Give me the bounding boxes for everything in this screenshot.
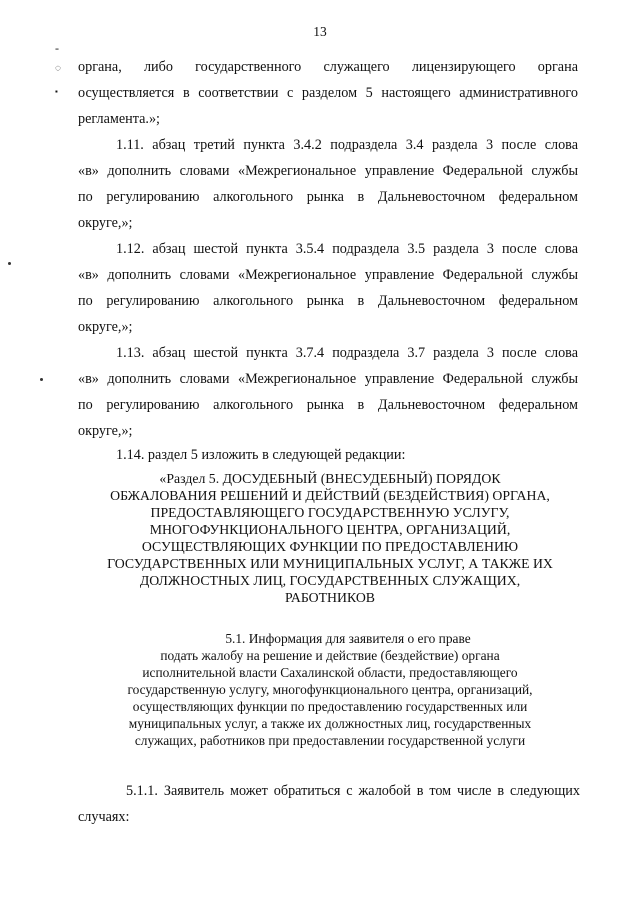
page-number: 13 [313, 24, 327, 39]
subsection-heading-line: осуществляющих функции по предоставлению государственных или [132, 699, 528, 714]
section-heading-line: «Раздел 5. ДОСУДЕБНЫЙ (ВНЕСУДЕБНЫЙ) ПОРЯДОК [159, 471, 501, 486]
section-heading-line: ГОСУДАРСТВЕННЫХ ИЛИ МУНИЦИПАЛЬНЫХ УСЛУГ, А ТАКЖЕ ИХ [107, 556, 553, 571]
section-heading-line: ОБЖАЛОВАНИЯ РЕШЕНИЙ И ДЕЙСТВИЙ (БЕЗДЕЙСТВИЯ) ОРГАНА, [110, 488, 550, 503]
subsection-heading-line: подать жалобу на решение и действие (бездействие) органа [160, 648, 500, 663]
body-text-line: 5.1.1. Заявитель может обратиться с жалобой в том числе в следующих [126, 783, 580, 799]
body-text-line: 1.13. абзац шестой пункта 3.7.4 подраздела 3.7 раздела 3 после слова [116, 345, 578, 361]
body-text-line: по регулированию алкогольного рынка в Дальневосточном федеральном [78, 293, 578, 309]
subsection-heading-line: муниципальных услуг, а также их должностных лиц, государственных [128, 716, 532, 731]
section-heading-line: ПРЕДОСТАВЛЯЮЩЕГО ГОСУДАРСТВЕННУЮ УСЛУГУ, [150, 505, 510, 520]
body-text-line: регламента.»; [78, 111, 160, 127]
section-heading-line: ОСУЩЕСТВЛЯЮЩИХ ФУНКЦИИ ПО ПРЕДОСТАВЛЕНИЮ [141, 539, 519, 554]
section-heading-line: ДОЛЖНОСТНЫХ ЛИЦ, ГОСУДАРСТВЕННЫХ СЛУЖАЩИХ, [139, 573, 521, 588]
subsection-heading-line: служащих, работников при предоставлении государственной услуги [134, 733, 526, 748]
margin-scribble-mark: ◌ [55, 63, 61, 74]
scan-speck [8, 262, 11, 265]
body-text-line: округе,»; [78, 215, 133, 231]
body-text-line: округе,»; [78, 319, 133, 335]
margin-square-mark: ▪ [55, 87, 58, 96]
section-heading-line: МНОГОФУНКЦИОНАЛЬНОГО ЦЕНТРА, ОРГАНИЗАЦИЙ, [149, 522, 511, 537]
subsection-heading-line: государственную услугу, многофункционального центра, организаций, [127, 682, 533, 697]
body-text-line: «в» дополнить словами «Межрегиональное управление Федеральной службы [78, 163, 578, 179]
section-heading-line: РАБОТНИКОВ [284, 590, 376, 605]
subsection-heading-line: исполнительной власти Сахалинской области, предоставляющего [142, 665, 518, 680]
body-text-line: по регулированию алкогольного рынка в Дальневосточном федеральном [78, 189, 578, 205]
body-text-line: 1.12. абзац шестой пункта 3.5.4 подраздела 3.5 раздела 3 после слова [116, 241, 578, 257]
scan-speck [40, 378, 43, 381]
subsection-heading-line: 5.1. Информация для заявителя о его праве [225, 631, 471, 646]
body-text-line: «в» дополнить словами «Межрегиональное управление Федеральной службы [78, 371, 578, 387]
body-text-line: округе,»; [78, 423, 133, 439]
body-text-line: случаях: [78, 809, 130, 825]
body-text-line: 1.11. абзац третий пункта 3.4.2 подраздела 3.4 раздела 3 после слова [116, 137, 578, 153]
body-text-line: 1.14. раздел 5 изложить в следующей редакции: [116, 447, 406, 463]
body-text-line: по регулированию алкогольного рынка в Дальневосточном федеральном [78, 397, 578, 413]
body-text-line: «в» дополнить словами «Межрегиональное управление Федеральной службы [78, 267, 578, 283]
body-text-line: органа, либо государственного служащего лицензирующего органа [78, 59, 578, 75]
body-text-line: осуществляется в соответствии с разделом 5 настоящего административного [78, 85, 578, 101]
margin-dash-mark: - [55, 41, 59, 55]
